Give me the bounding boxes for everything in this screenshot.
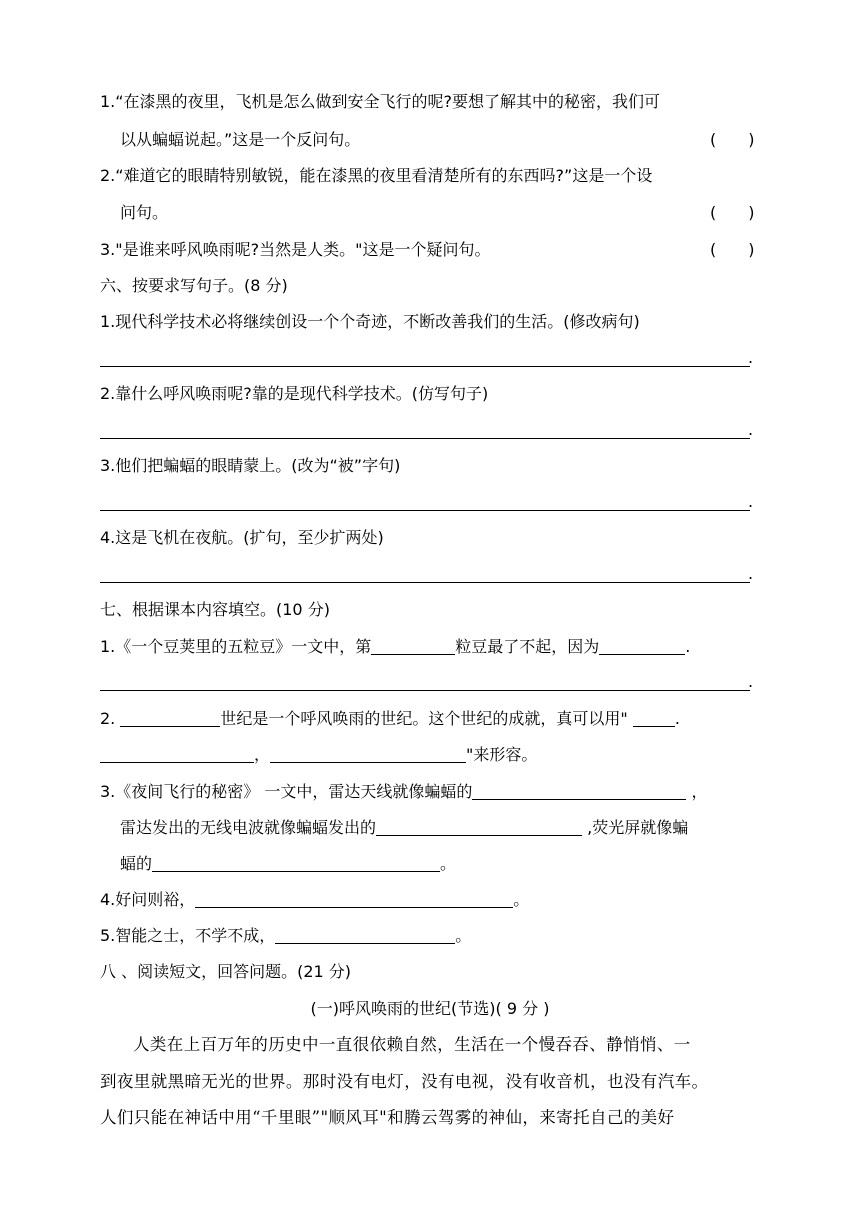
section7-q1: [100, 635, 690, 659]
q2-blank-1[interactable]: [120, 708, 220, 727]
q3-blank-2[interactable]: [376, 817, 582, 836]
answer-line-7-1[interactable]: [100, 690, 750, 691]
section7-q5: [100, 924, 471, 948]
judge-item-3: 3."是谁来呼风唤雨呢?当然是人类。"这是一个疑问句。: [100, 240, 491, 259]
q1-text-b: 粒豆最了不起，因为: [455, 637, 600, 656]
judge-item-1-line1: 1.“在漆黑的夜里，飞机是怎么做到安全飞行的呢?要想了解其中的秘密，我们可: [100, 92, 661, 111]
answer-line-6-2[interactable]: [100, 438, 750, 439]
q3-text-f: 。: [440, 854, 457, 873]
q3-text-a: 3.《夜间飞行的秘密》 一文中，雷达天线就像蝙蝠的: [100, 782, 473, 801]
section7-heading: 七、根据课本内容填空。(10 分): [100, 600, 330, 619]
q4-blank[interactable]: [195, 889, 513, 908]
answer-line-6-1[interactable]: [100, 366, 750, 367]
q2-dot: .: [674, 709, 680, 728]
section6-item-3: 3.他们把蝙蝠的眼睛蒙上。(改为“被”字句): [100, 456, 401, 475]
q2-blank-3[interactable]: [100, 744, 254, 763]
section7-q4: [100, 888, 529, 912]
judge-item-2-line1: 2.“难道它的眼睛特别敏锐，能在漆黑的夜里看清楚所有的东西吗?”这是一个设: [100, 166, 653, 185]
q3-blank-3[interactable]: [152, 853, 440, 872]
q1-blank-2[interactable]: [599, 636, 685, 655]
passage-line-2: 到夜里就黑暗无光的世界。那时没有电灯，没有电视，没有收音机，也没有汽车。: [100, 1072, 709, 1091]
passage-title: (一)呼风唤雨的世纪(节选)( 9 分 ): [310, 999, 550, 1018]
section7-q3-line2: [120, 816, 688, 840]
q5-text-a: 5.智能之士，不学不成，: [100, 926, 276, 945]
section7-q3-line1: [100, 780, 707, 804]
judge-item-2-answer[interactable]: ( ): [710, 203, 755, 222]
q1-dot: .: [685, 637, 691, 656]
q4-text-b: 。: [513, 890, 530, 909]
q5-blank[interactable]: [275, 925, 455, 944]
section7-q2-line1: [100, 707, 680, 731]
section6-heading: 六、按要求写句子。(8 分): [100, 276, 288, 295]
q2-blank-2[interactable]: [633, 708, 675, 727]
answer-line-dot: .: [748, 348, 754, 367]
judge-item-2-line2: 问句。: [120, 203, 169, 222]
q2-text-d: "来形容。: [466, 745, 538, 764]
q1-blank-1[interactable]: [371, 636, 455, 655]
q3-text-c: 雷达发出的无线电波就像蝙蝠发出的: [120, 818, 377, 837]
q2-text-c: ，: [254, 745, 271, 764]
answer-line-dot: .: [748, 420, 754, 439]
answer-line-6-4[interactable]: [100, 582, 750, 583]
q3-text-d: ,荧光屏就像蝙: [587, 818, 689, 837]
q4-text-a: 4.好问则裕，: [100, 890, 196, 909]
q5-text-b: 。: [455, 926, 472, 945]
section7-q2-line2: [100, 743, 537, 767]
judge-item-1-line2: 以从蝙蝠说起。”这是一个反问句。: [120, 130, 361, 149]
section8-heading: 八 、阅读短文，回答问题。(21 分): [100, 962, 352, 981]
q3-text-e: 蝠的: [120, 854, 153, 873]
answer-line-dot: .: [748, 492, 754, 511]
passage-line-1: 人类在上百万年的历史中一直很依赖自然，生活在一个慢吞吞、静悄悄、一: [133, 1035, 691, 1054]
judge-item-3-answer[interactable]: ( ): [710, 240, 755, 259]
q3-text-b: ，: [691, 782, 708, 801]
q2-blank-4[interactable]: [270, 744, 466, 763]
section6-item-1: 1.现代科学技术必将继续创设一个个奇迹，不断改善我们的生活。(修改病句): [100, 312, 640, 331]
q1-text-a: 1.《一个豆荚里的五粒豆》一文中，第: [100, 637, 372, 656]
answer-line-dot: .: [748, 672, 754, 691]
q3-blank-1[interactable]: [472, 781, 686, 800]
q2-text-a: 2.: [100, 709, 116, 728]
judge-item-1-answer[interactable]: ( ): [710, 130, 755, 149]
passage-line-3: 人们只能在神话中用“千里眼”"顺风耳"和腾云驾雾的神仙，来寄托自己的美好: [100, 1108, 675, 1127]
section6-item-2: 2.靠什么呼风唤雨呢?靠的是现代科学技术。(仿写句子): [100, 384, 489, 403]
answer-line-6-3[interactable]: [100, 510, 750, 511]
section6-item-4: 4.这是飞机在夜航。(扩句，至少扩两处): [100, 528, 384, 547]
answer-line-dot: .: [748, 564, 754, 583]
section7-q3-line3: [120, 852, 456, 876]
q2-text-b: 世纪是一个呼风唤雨的世纪。这个世纪的成就，真可以用": [220, 709, 628, 728]
